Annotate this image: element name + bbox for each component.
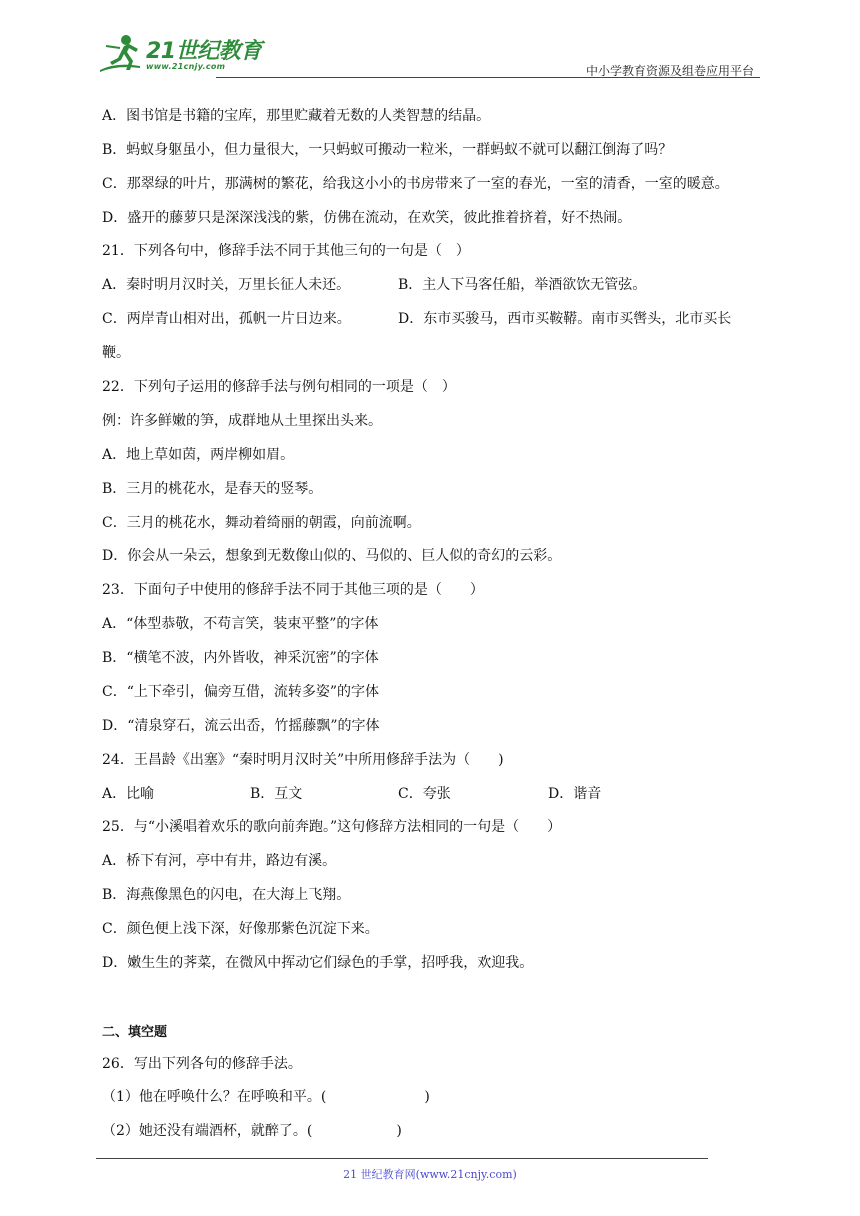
platform-label: 中小学教育资源及组卷应用平台 xyxy=(585,64,754,78)
section-title-fill-in: 二、填空题 xyxy=(102,1025,168,1040)
q25-option-b: B．海燕像黑色的闪电，在大海上飞翔。 xyxy=(102,887,351,903)
q21-option-d: D．东市买骏马，西市买鞍鞯。南市买辔头，北市买长 xyxy=(398,311,732,327)
q20-option-c: C．那翠绿的叶片，那满树的繁花，给我这小小的书房带来了一室的春光，一室的清香，一室的暖意。 xyxy=(102,176,729,192)
q22-stem: 22．下列句子运用的修辞手法与例句相同的一项是（ ） xyxy=(102,379,456,395)
q24-stem: 24．王昌龄《出塞》“秦时明月汉时关”中所用修辞手法为（ ) xyxy=(102,752,504,768)
q24-option-d: D．谐音 xyxy=(548,786,602,802)
footer-text: 21 世纪教育网(www.21cnjy.com) xyxy=(343,1168,517,1181)
q25-option-c: C．颜色便上浅下深，好像那紫色沉淀下来。 xyxy=(102,921,379,937)
q22-option-a: A．地上草如茵，两岸柳如眉。 xyxy=(102,447,295,463)
page-header xyxy=(96,32,760,80)
runner-logo-icon xyxy=(96,32,144,76)
q22-option-c: C．三月的桃花水，舞动着绮丽的朝霞，向前流啊。 xyxy=(102,515,421,531)
logo-title: 21世纪教育 xyxy=(146,39,262,64)
q21-option-b: B．主人下马客任船，举酒欲饮无管弦。 xyxy=(398,277,647,293)
q20-option-d: D．盛开的藤萝只是深深浅浅的紫，仿佛在流动，在欢笑，彼此推着挤着，好不热闹。 xyxy=(102,210,632,226)
q22-example: 例：许多鲜嫩的笋，成群地从土里探出头来。 xyxy=(102,413,382,429)
q21-option-c: C．两岸青山相对出，孤帆一片日边来。 xyxy=(102,311,351,327)
q24-option-a: A．比喻 xyxy=(102,786,155,802)
q23-option-d: D．“清泉穿石，流云出岙，竹摇藤飘”的字体 xyxy=(102,718,380,734)
q22-option-b: B．三月的桃花水，是春天的竖琴。 xyxy=(102,481,323,497)
q26-item-1: （1）他在呼唤什么？在呼唤和平。( ) xyxy=(102,1089,430,1105)
q25-stem: 25．与“小溪唱着欢乐的歌向前奔跑。”这句修辞方法相同的一句是（ ） xyxy=(102,819,562,835)
q20-option-b: B．蚂蚁身躯虽小，但力量很大，一只蚂蚁可搬动一粒米，一群蚂蚁不就可以翻江倒海了吗？ xyxy=(102,142,673,158)
q26-stem: 26．写出下列各句的修辞手法。 xyxy=(102,1056,302,1072)
q23-option-a: A．“体型恭敬，不苟言笑，装束平整”的字体 xyxy=(102,616,379,632)
q24-option-c: C．夸张 xyxy=(398,786,451,802)
header-divider xyxy=(216,77,760,78)
q20-option-a: A．图书馆是书籍的宝库，那里贮藏着无数的人类智慧的结晶。 xyxy=(102,108,491,124)
q25-option-d: D．嫩生生的荠菜，在微风中挥动它们绿色的手掌，招呼我，欢迎我。 xyxy=(102,955,534,971)
q21-option-d-continued: 鞭。 xyxy=(102,345,130,361)
q26-item-2: （2）她还没有端酒杯，就醉了。( ) xyxy=(102,1123,402,1139)
q22-option-d: D．你会从一朵云，想象到无数像山似的、马似的、巨人似的奇幻的云彩。 xyxy=(102,548,562,564)
footer-divider xyxy=(96,1158,708,1159)
q21-stem: 21．下列各句中，修辞手法不同于其他三句的一句是（ ） xyxy=(102,243,470,259)
logo xyxy=(96,32,266,78)
q23-stem: 23．下面句子中使用的修辞手法不同于其他三项的是（ ） xyxy=(102,582,484,598)
logo-url: www.21cnjy.com xyxy=(146,62,226,71)
q23-option-c: C．“上下牵引，偏旁互借，流转多姿”的字体 xyxy=(102,684,380,700)
q25-option-a: A．桥下有河，亭中有井，路边有溪。 xyxy=(102,853,337,869)
q23-option-b: B．“横笔不波，内外皆收，神采沉密”的字体 xyxy=(102,650,379,666)
q24-option-b: B．互文 xyxy=(250,786,303,802)
q21-option-a: A．秦时明月汉时关，万里长征人未还。 xyxy=(102,277,351,293)
